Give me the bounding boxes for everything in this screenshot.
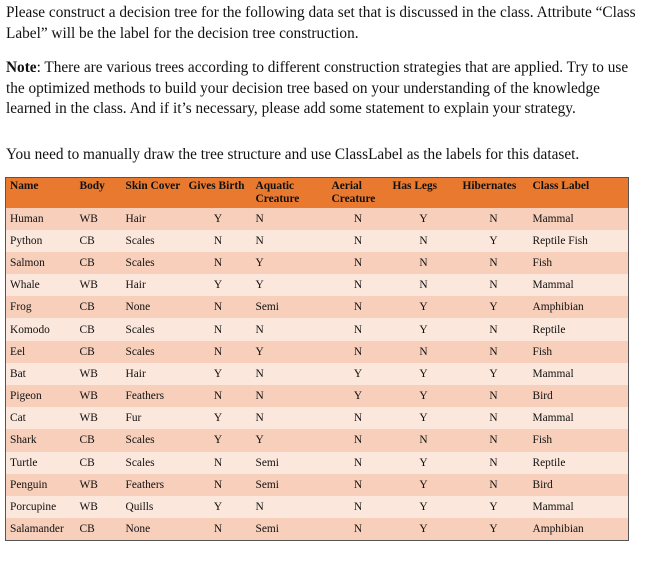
cell-aerial-creature: N	[328, 252, 389, 274]
cell-class-label: Mammal	[529, 208, 629, 230]
cell-aerial-creature: N	[328, 230, 389, 252]
header-hibernates: Hibernates	[459, 178, 529, 208]
cell-aerial-creature: N	[328, 452, 389, 474]
cell-aquatic-creature: Semi	[252, 518, 328, 541]
cell-aerial-creature: Y	[328, 363, 389, 385]
cell-aquatic-creature: N	[252, 496, 328, 518]
cell-body: CB	[76, 452, 122, 474]
cell-gives-birth: N	[185, 341, 252, 363]
cell-gives-birth: Y	[185, 496, 252, 518]
cell-hibernates: N	[459, 429, 529, 451]
header-aquatic-creature: Aquatic Creature	[252, 178, 328, 208]
cell-gives-birth: Y	[185, 274, 252, 296]
cell-hibernates: N	[459, 318, 529, 340]
cell-aquatic-creature: N	[252, 385, 328, 407]
cell-name: Frog	[6, 296, 76, 318]
cell-hibernates: N	[459, 385, 529, 407]
cell-has-legs: Y	[389, 496, 459, 518]
cell-skin-cover: Hair	[122, 363, 185, 385]
cell-body: WB	[76, 385, 122, 407]
cell-aerial-creature: N	[328, 474, 389, 496]
table-row	[6, 452, 629, 474]
cell-aerial-creature: N	[328, 407, 389, 429]
cell-skin-cover: Scales	[122, 452, 185, 474]
cell-hibernates: N	[459, 407, 529, 429]
cell-hibernates: N	[459, 274, 529, 296]
table-row	[6, 363, 629, 385]
cell-skin-cover: Hair	[122, 208, 185, 230]
header-body: Body	[76, 178, 122, 208]
header-class-label: Class Label	[529, 178, 629, 208]
cell-skin-cover: Feathers	[122, 474, 185, 496]
cell-aquatic-creature: Y	[252, 341, 328, 363]
cell-body: WB	[76, 474, 122, 496]
cell-has-legs: Y	[389, 363, 459, 385]
cell-body: CB	[76, 230, 122, 252]
cell-skin-cover: Quills	[122, 496, 185, 518]
cell-skin-cover: Hair	[122, 274, 185, 296]
cell-name: Python	[6, 230, 76, 252]
cell-gives-birth: N	[185, 252, 252, 274]
cell-gives-birth: N	[185, 474, 252, 496]
cell-name: Salamander	[6, 518, 76, 541]
cell-gives-birth: N	[185, 296, 252, 318]
cell-gives-birth: Y	[185, 429, 252, 451]
cell-skin-cover: Scales	[122, 341, 185, 363]
cell-hibernates: Y	[459, 296, 529, 318]
cell-has-legs: N	[389, 274, 459, 296]
note-label: Note	[6, 59, 37, 76]
cell-has-legs: Y	[389, 407, 459, 429]
cell-has-legs: N	[389, 252, 459, 274]
cell-aerial-creature: N	[328, 296, 389, 318]
cell-hibernates: N	[459, 208, 529, 230]
table-header-row	[6, 178, 629, 208]
note-text: : There are various trees according to different construction strategies that are applied. Try to use the optimized methods to build your decision tree based on your understanding of the knowledge learned in the class. And if it’s necessary, please add some statement to explain your strategy.	[6, 59, 629, 117]
cell-name: Pigeon	[6, 385, 76, 407]
cell-skin-cover: None	[122, 518, 185, 541]
cell-skin-cover: Feathers	[122, 385, 185, 407]
cell-class-label: Mammal	[529, 407, 629, 429]
cell-name: Penguin	[6, 474, 76, 496]
cell-has-legs: N	[389, 230, 459, 252]
cell-gives-birth: Y	[185, 363, 252, 385]
cell-class-label: Bird	[529, 474, 629, 496]
cell-hibernates: N	[459, 474, 529, 496]
cell-has-legs: N	[389, 341, 459, 363]
cell-aerial-creature: N	[328, 208, 389, 230]
cell-aerial-creature: N	[328, 496, 389, 518]
cell-name: Bat	[6, 363, 76, 385]
cell-has-legs: Y	[389, 296, 459, 318]
cell-name: Whale	[6, 274, 76, 296]
cell-has-legs: N	[389, 429, 459, 451]
cell-class-label: Reptile Fish	[529, 230, 629, 252]
cell-name: Komodo	[6, 318, 76, 340]
cell-class-label: Fish	[529, 341, 629, 363]
cell-skin-cover: Scales	[122, 318, 185, 340]
cell-body: CB	[76, 296, 122, 318]
table-row	[6, 230, 629, 252]
table-row	[6, 252, 629, 274]
cell-hibernates: N	[459, 452, 529, 474]
cell-class-label: Mammal	[529, 274, 629, 296]
cell-gives-birth: N	[185, 230, 252, 252]
cell-body: CB	[76, 429, 122, 451]
cell-hibernates: Y	[459, 230, 529, 252]
dataset-table	[5, 177, 629, 541]
table-row	[6, 385, 629, 407]
cell-hibernates: Y	[459, 518, 529, 541]
header-skin-cover: Skin Cover	[122, 178, 185, 208]
cell-hibernates: Y	[459, 496, 529, 518]
cell-gives-birth: Y	[185, 208, 252, 230]
cell-name: Shark	[6, 429, 76, 451]
cell-aerial-creature: N	[328, 518, 389, 541]
cell-gives-birth: N	[185, 318, 252, 340]
cell-class-label: Reptile	[529, 452, 629, 474]
cell-skin-cover: Fur	[122, 407, 185, 429]
cell-name: Turtle	[6, 452, 76, 474]
cell-class-label: Bird	[529, 385, 629, 407]
cell-body: WB	[76, 208, 122, 230]
cell-aquatic-creature: Semi	[252, 296, 328, 318]
table-row	[6, 341, 629, 363]
cell-skin-cover: Scales	[122, 252, 185, 274]
cell-aquatic-creature: Semi	[252, 452, 328, 474]
header-gives-birth: Gives Birth	[185, 178, 252, 208]
cell-gives-birth: Y	[185, 407, 252, 429]
cell-body: CB	[76, 341, 122, 363]
cell-aquatic-creature: Y	[252, 252, 328, 274]
cell-aquatic-creature: N	[252, 318, 328, 340]
table-row	[6, 208, 629, 230]
cell-gives-birth: N	[185, 385, 252, 407]
cell-class-label: Amphibian	[529, 296, 629, 318]
note-paragraph	[6, 58, 636, 120]
table-row	[6, 429, 629, 451]
cell-aquatic-creature: N	[252, 208, 328, 230]
cell-skin-cover: None	[122, 296, 185, 318]
cell-hibernates: Y	[459, 363, 529, 385]
cell-name: Salmon	[6, 252, 76, 274]
cell-skin-cover: Scales	[122, 429, 185, 451]
cell-class-label: Mammal	[529, 496, 629, 518]
header-name: Name	[6, 178, 76, 208]
cell-name: Human	[6, 208, 76, 230]
header-has-legs: Has Legs	[389, 178, 459, 208]
cell-has-legs: Y	[389, 452, 459, 474]
cell-hibernates: N	[459, 341, 529, 363]
cell-body: WB	[76, 496, 122, 518]
cell-class-label: Reptile	[529, 318, 629, 340]
table-row	[6, 318, 629, 340]
table-row	[6, 274, 629, 296]
cell-class-label: Fish	[529, 429, 629, 451]
cell-aerial-creature: Y	[328, 385, 389, 407]
cell-aerial-creature: N	[328, 318, 389, 340]
cell-name: Cat	[6, 407, 76, 429]
table-row	[6, 296, 629, 318]
cell-class-label: Amphibian	[529, 518, 629, 541]
cell-has-legs: Y	[389, 208, 459, 230]
intro-paragraph: Please construct a decision tree for the following data set that is discussed in the class. Attribute “Class Label” will be the label for the decision tree construction.	[6, 4, 636, 42]
table-row	[6, 496, 629, 518]
cell-body: CB	[76, 318, 122, 340]
header-aerial-creature: Aerial Creature	[328, 178, 389, 208]
cell-aerial-creature: N	[328, 429, 389, 451]
cell-has-legs: Y	[389, 518, 459, 541]
cell-aquatic-creature: N	[252, 230, 328, 252]
cell-name: Eel	[6, 341, 76, 363]
cell-aquatic-creature: Y	[252, 274, 328, 296]
cell-has-legs: Y	[389, 385, 459, 407]
table-row	[6, 474, 629, 496]
cell-aquatic-creature: N	[252, 363, 328, 385]
cell-body: WB	[76, 407, 122, 429]
cell-gives-birth: N	[185, 452, 252, 474]
cell-hibernates: N	[459, 252, 529, 274]
cell-body: CB	[76, 252, 122, 274]
cell-aquatic-creature: N	[252, 407, 328, 429]
cell-body: WB	[76, 274, 122, 296]
cell-body: CB	[76, 518, 122, 541]
cell-has-legs: Y	[389, 318, 459, 340]
cell-class-label: Mammal	[529, 363, 629, 385]
cell-aerial-creature: N	[328, 341, 389, 363]
cell-name: Porcupine	[6, 496, 76, 518]
cell-has-legs: Y	[389, 474, 459, 496]
table-row	[6, 518, 629, 541]
cell-class-label: Fish	[529, 252, 629, 274]
cell-gives-birth: N	[185, 518, 252, 541]
cell-aquatic-creature: Y	[252, 429, 328, 451]
instruction-paragraph: You need to manually draw the tree structure and use ClassLabel as the labels for this dataset.	[6, 146, 580, 163]
cell-aerial-creature: N	[328, 274, 389, 296]
table-row	[6, 407, 629, 429]
cell-skin-cover: Scales	[122, 230, 185, 252]
cell-body: WB	[76, 363, 122, 385]
cell-aquatic-creature: Semi	[252, 474, 328, 496]
table-body	[6, 208, 629, 541]
